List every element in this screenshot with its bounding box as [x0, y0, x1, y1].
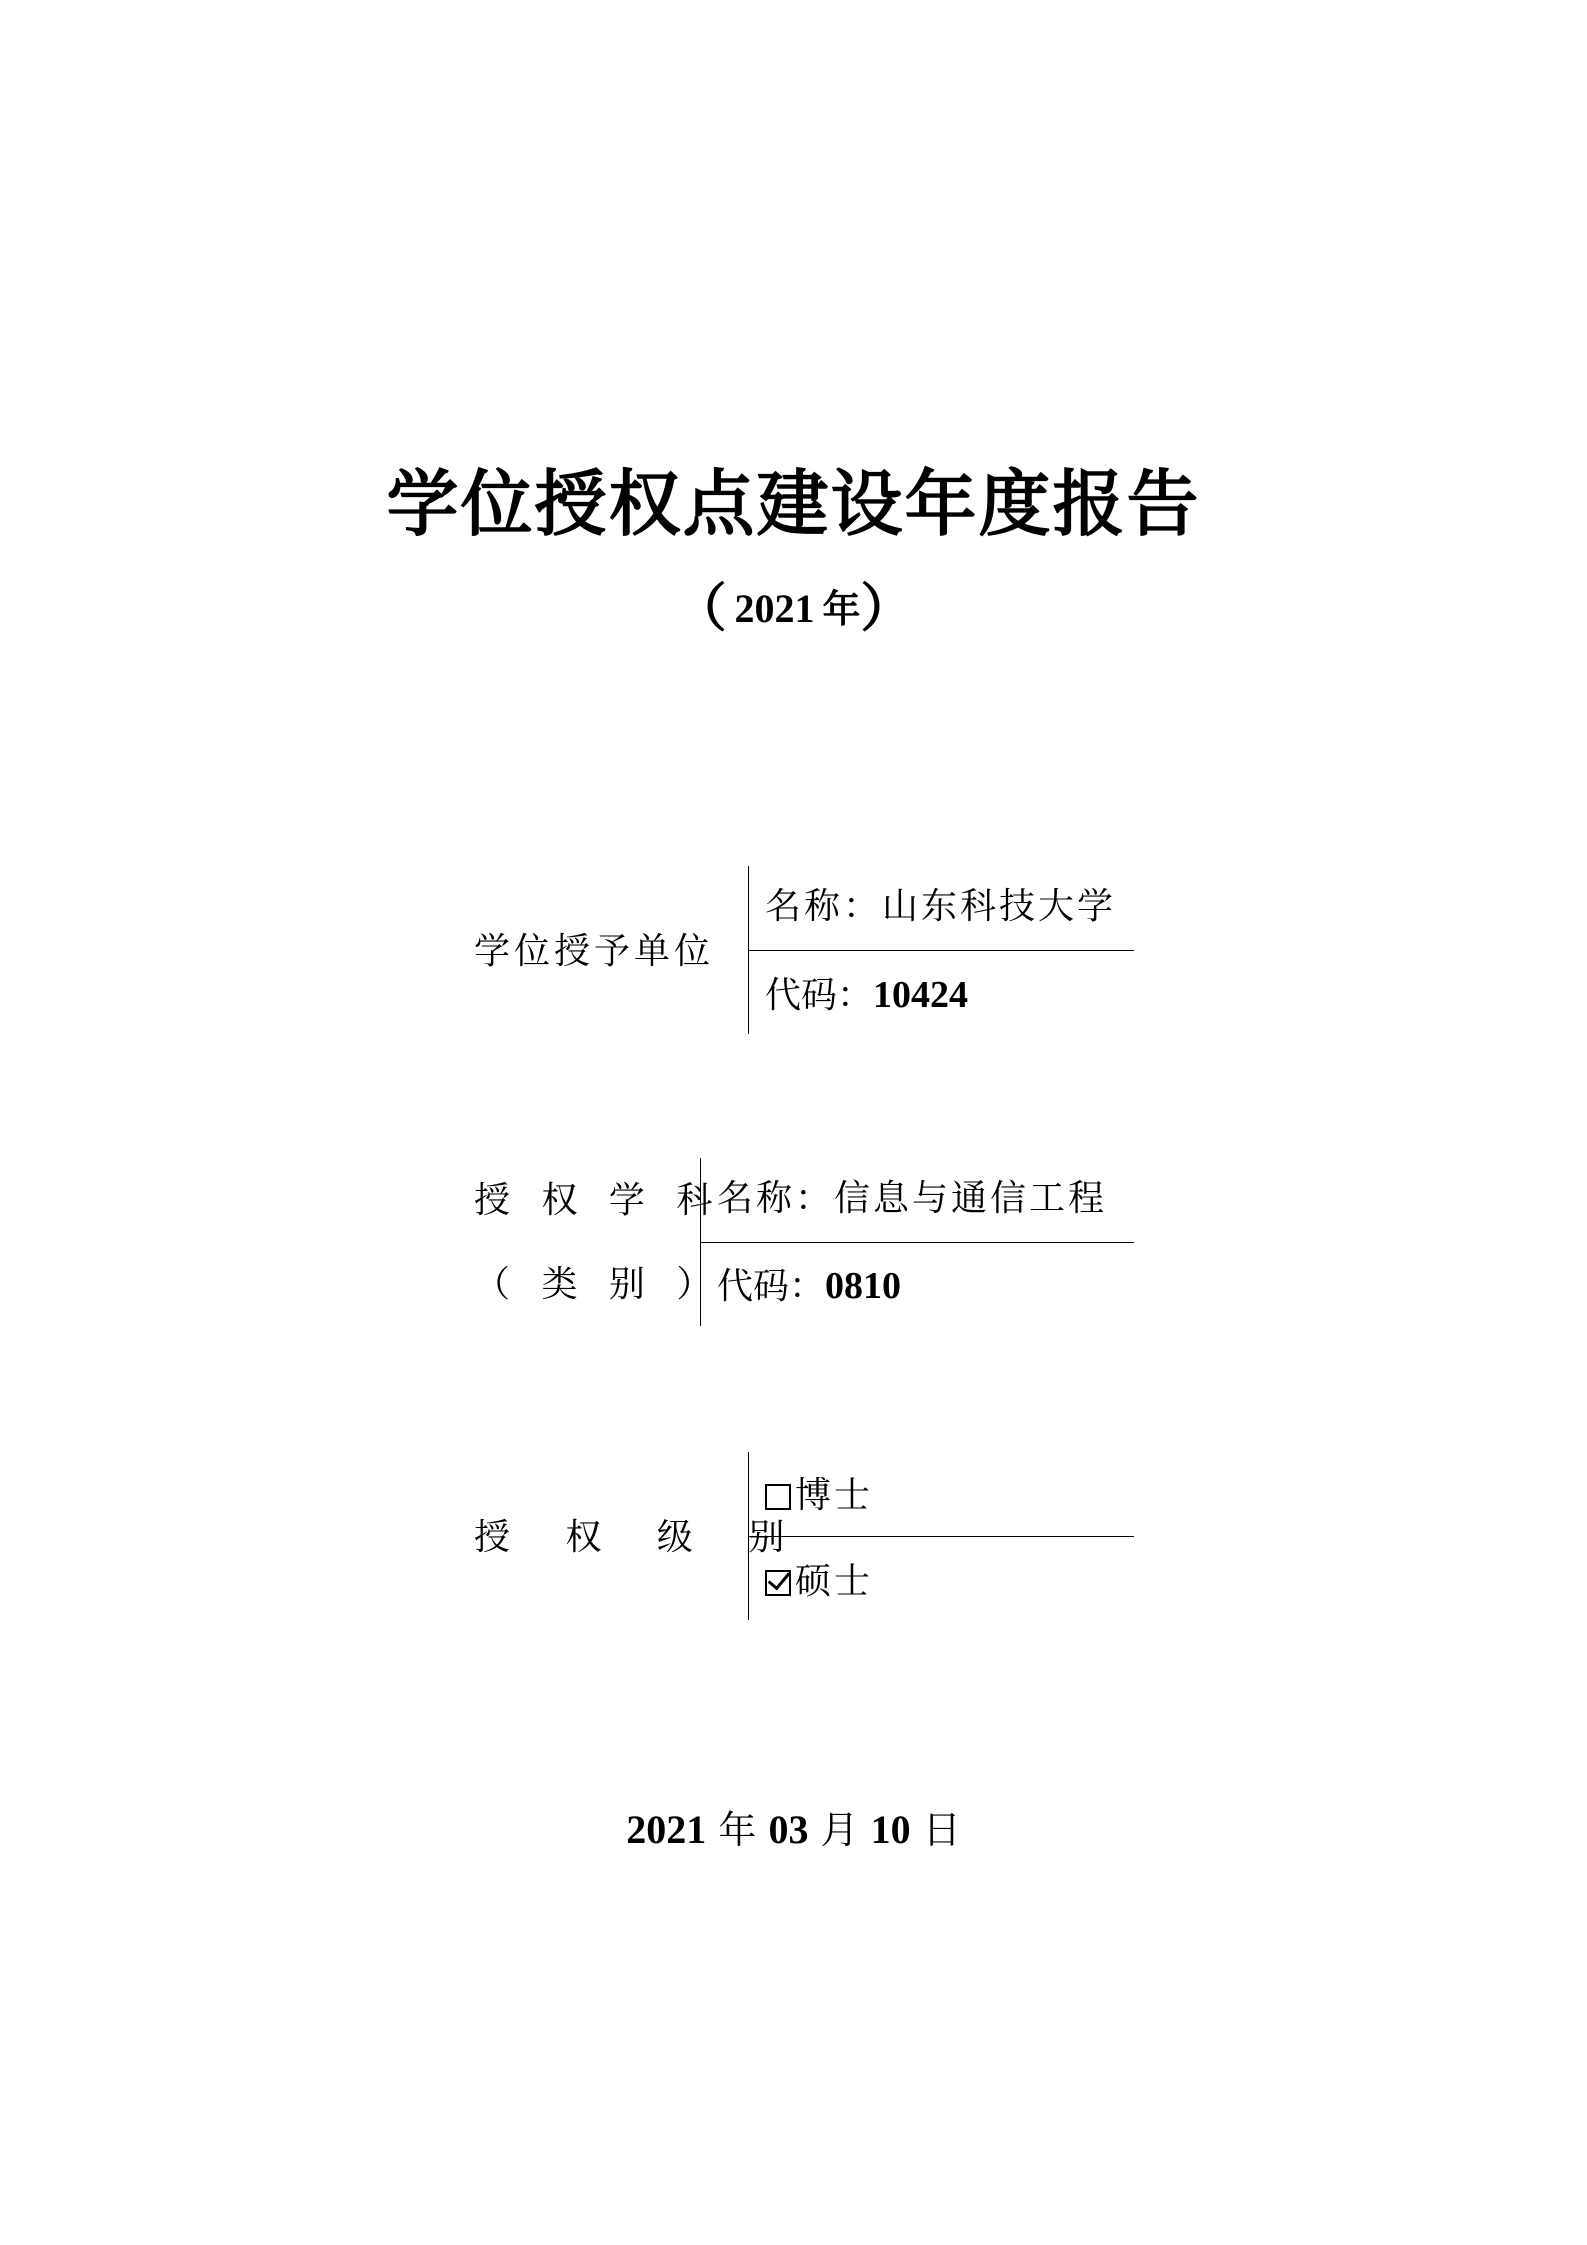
year-open-paren: （ [674, 579, 727, 639]
discipline-name-prefix: 名称： [717, 1178, 835, 1219]
report-title: 学位授权点建设年度报告 [386, 462, 1201, 546]
unit-name-value: 山东科技大学 [882, 886, 1117, 927]
level-option-doctor[interactable] [765, 1475, 874, 1516]
report-year [0, 579, 1587, 639]
doctor-checkbox[interactable] [765, 1484, 791, 1510]
discipline-label-line2: （ 类 别 ） [474, 1264, 723, 1305]
unit-name-prefix: 名称： [765, 886, 883, 927]
master-label: 硕士 [795, 1561, 874, 1602]
level-option-master[interactable] [765, 1561, 874, 1602]
discipline-code-value: 0810 [825, 1265, 902, 1307]
date-day-unit: 日 [922, 1808, 961, 1852]
year-close-paren: ） [860, 579, 913, 639]
unit-code-value: 10424 [873, 974, 969, 1016]
discipline-name-row [717, 1178, 1108, 1219]
master-checkbox[interactable] [765, 1570, 791, 1596]
doctor-label: 博士 [795, 1475, 874, 1516]
date-month-unit: 月 [820, 1808, 859, 1852]
unit-code-prefix: 代码： [765, 975, 874, 1016]
year-unit: 年 [822, 586, 861, 631]
date-year: 2021 [626, 1807, 707, 1852]
unit-code-row [765, 976, 968, 1014]
date-year-unit: 年 [718, 1808, 757, 1852]
date-day: 10 [870, 1807, 911, 1852]
divider-horizontal [748, 1536, 1134, 1537]
divider-horizontal [700, 1242, 1134, 1243]
degree-unit-label: 学位授予单位 [474, 931, 715, 972]
date-month: 03 [768, 1807, 809, 1852]
discipline-name-value: 信息与通信工程 [834, 1178, 1108, 1219]
unit-name-row [765, 886, 1117, 927]
divider-horizontal [748, 950, 1134, 951]
year-value: 2021 [734, 586, 815, 631]
discipline-label-line1: 授 权 学 科 [474, 1180, 723, 1221]
discipline-code-row [717, 1267, 901, 1305]
discipline-code-prefix: 代码： [717, 1266, 826, 1307]
level-label: 授 权 级 别 [474, 1517, 807, 1558]
report-date [0, 1807, 1587, 1852]
